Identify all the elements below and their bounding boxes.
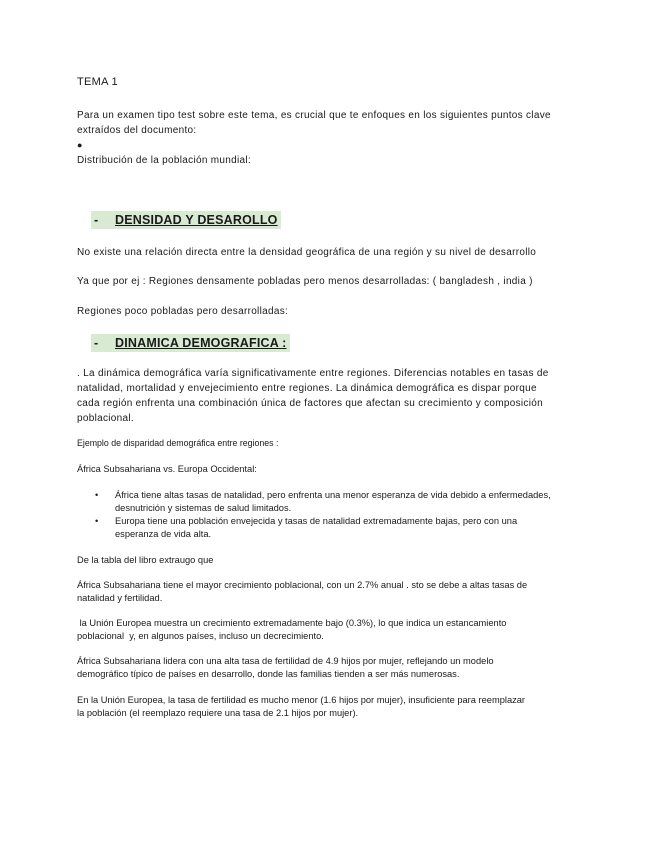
paragraph-line: natalidad, mortalidad y envejecimiento entre regiones. La dinámica demográfica es dispar porque — [77, 383, 537, 394]
paragraph-line: cada región enfrenta una combinación única de factores que afectan su crecimiento y composición — [77, 398, 543, 409]
fact-line: natalidad y fertilidad. — [77, 593, 163, 603]
bullet-icon: • — [95, 516, 99, 526]
paragraph-line: . La dinámica demográfica varía significativamente entre regiones. Diferencias notables en tasas de — [77, 368, 549, 379]
distribution-label: Distribución de la población mundial: — [77, 155, 251, 166]
example-label: Ejemplo de disparidad demográfica entre regiones : — [77, 438, 279, 448]
table-label: De la tabla del libro extraugo que — [77, 555, 214, 565]
document-title: TEMA 1 — [77, 76, 118, 88]
list-item-line: Europa tiene una población envejecida y tasas de natalidad extremadamente bajas, pero con una — [115, 516, 518, 526]
section-heading-densidad — [91, 211, 281, 229]
paragraph: Regiones poco pobladas pero desarrolladas: — [77, 306, 289, 317]
list-item-line: África tiene altas tasas de natalidad, pero enfrenta una menor esperanza de vida debido a enfermedades, — [115, 490, 551, 500]
fact-line: la Unión Europea muestra un crecimiento extremadamente bajo (0.3%), lo que indica un estancamiento — [77, 618, 507, 628]
section-heading-dinamica — [91, 334, 290, 352]
heading-text: DENSIDAD Y DESAROLLO — [115, 213, 278, 227]
paragraph: Ya que por ej : Regiones densamente pobladas pero menos desarrolladas: ( bangladesh , india ) — [77, 276, 533, 287]
fact-line: África Subsahariana lidera con una alta tasa de fertilidad de 4.9 hijos por mujer, reflejando un modelo — [77, 656, 494, 666]
fact-line: demográfico típico de países en desarrollo, donde las familias tienden a ser más numerosas. — [77, 669, 460, 679]
intro-line-1: Para un examen tipo test sobre este tema, es crucial que te enfoques en los siguientes puntos clave — [77, 110, 551, 121]
list-item-line: esperanza de vida alta. — [115, 529, 212, 539]
bullet-icon: ● — [77, 140, 83, 150]
bullet-icon: • — [95, 490, 99, 500]
heading-text: DINAMICA DEMOGRAFICA : — [115, 336, 287, 350]
paragraph: No existe una relación directa entre la densidad geográfica de una región y su nivel de desarrollo — [77, 247, 537, 258]
fact-line: En la Unión Europea, la tasa de fertilidad es mucho menor (1.6 hijos por mujer), insuficiente para reemplazar — [77, 695, 526, 705]
fact-line: África Subsahariana tiene el mayor crecimiento poblacional, con un 2.7% anual . sto se debe a altas tasas de — [77, 580, 528, 590]
fact-line: la población (el reemplazo requiere una tasa de 2.1 hijos por mujer). — [77, 708, 359, 718]
intro-line-2: extraídos del documento: — [77, 125, 197, 136]
dash-marker: - — [94, 213, 99, 227]
comparison-label: África Subsahariana vs. Europa Occidental: — [77, 464, 257, 474]
dash-marker: - — [94, 336, 99, 350]
fact-line: poblacional y, en algunos países, incluso un decrecimiento. — [77, 631, 324, 641]
paragraph-line: poblacional. — [77, 413, 134, 424]
list-item-line: desnutrición y sistemas de salud limitados. — [115, 503, 292, 513]
